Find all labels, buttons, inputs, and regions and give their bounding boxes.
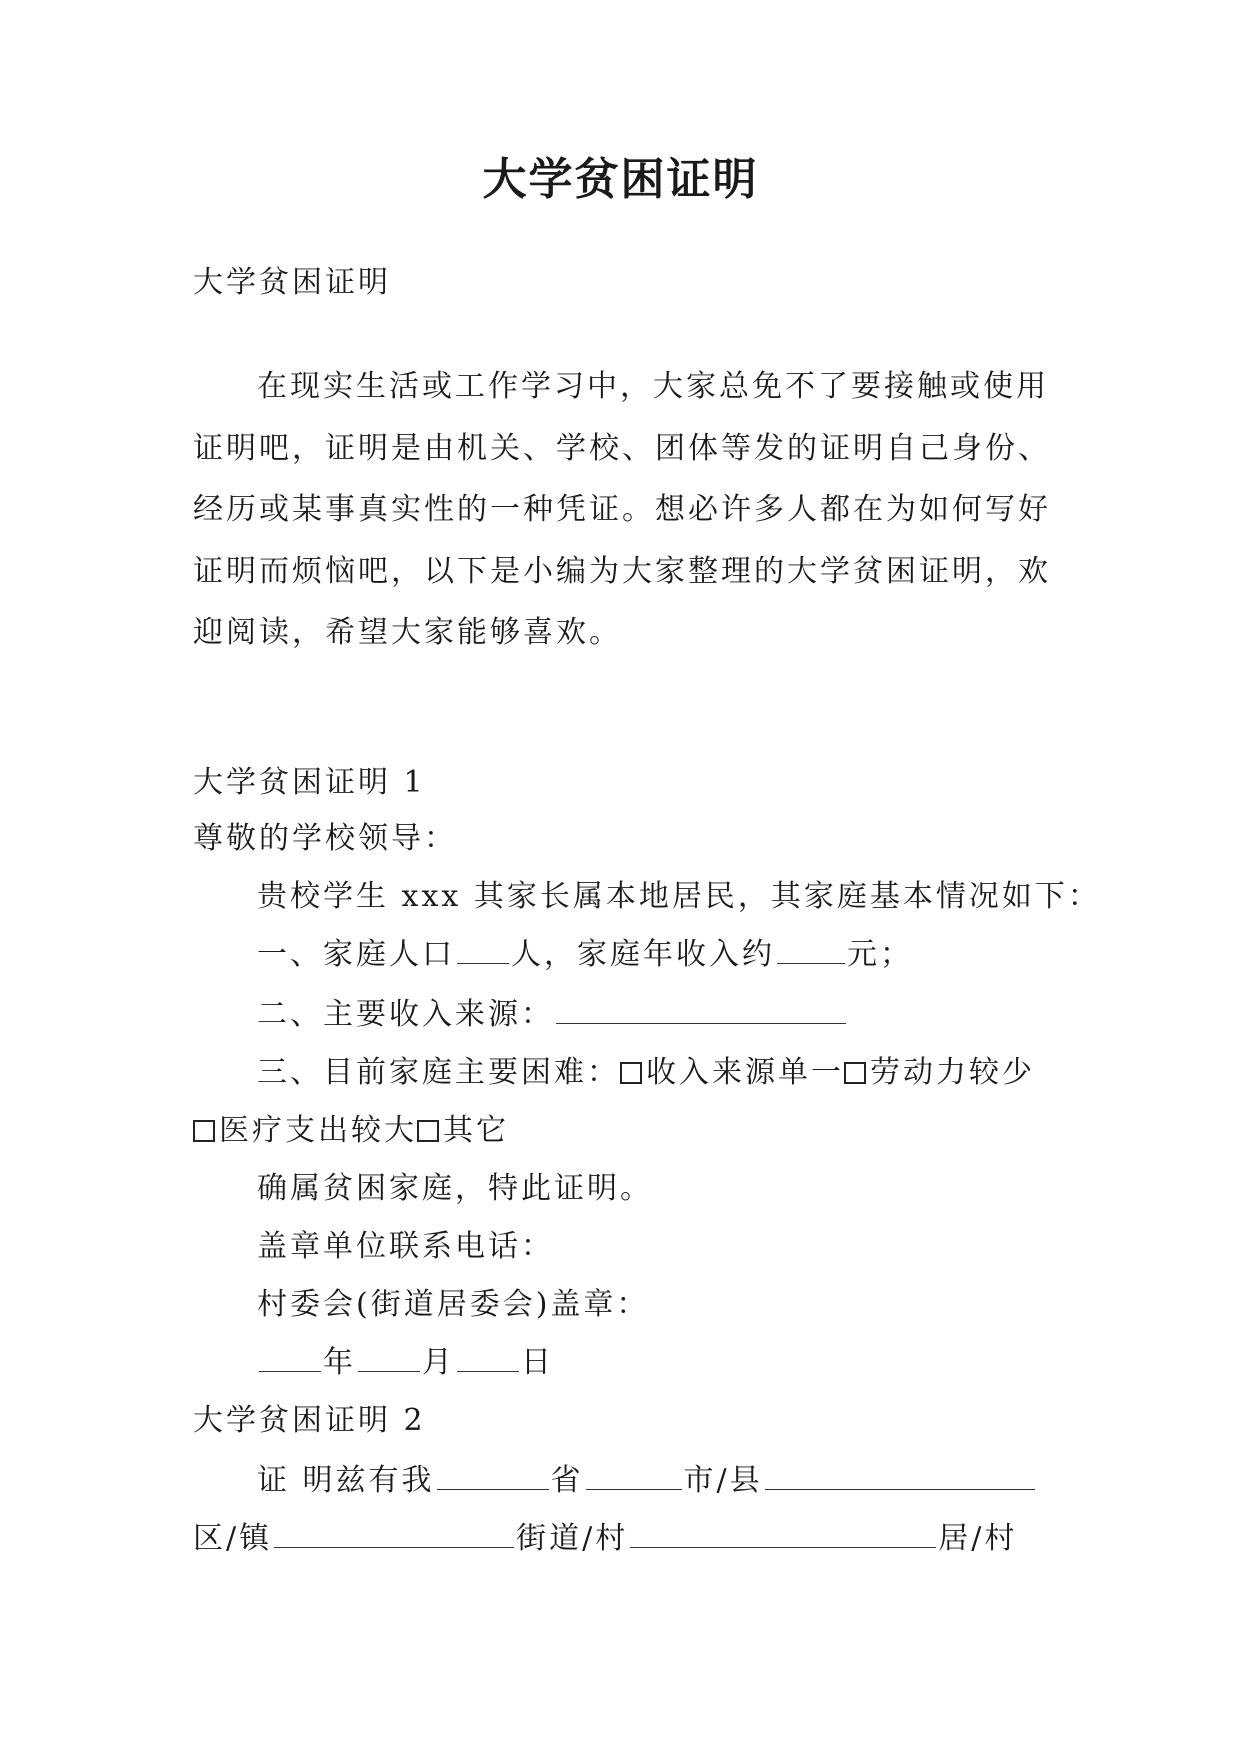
street-blank xyxy=(274,1519,514,1548)
city-label: 市/县 xyxy=(683,1463,763,1498)
confirm-line: 确属贫困家庭，特此证明。 xyxy=(257,1171,653,1206)
checkbox-icon xyxy=(844,1062,866,1084)
option-label: 其它 xyxy=(443,1113,509,1148)
population-blank xyxy=(457,935,509,964)
address-line-1 xyxy=(257,1460,1037,1502)
section1-heading: 大学贫困证明 1 xyxy=(193,765,426,800)
checkbox-icon xyxy=(620,1062,642,1084)
province-label: 省 xyxy=(550,1463,584,1498)
option-label: 劳动力较少 xyxy=(870,1055,1035,1090)
date-line xyxy=(257,1342,554,1384)
document-title: 大学贫困证明 xyxy=(482,154,759,205)
residence-blank xyxy=(630,1519,936,1548)
household-line xyxy=(257,934,913,976)
student-info-line: 贵校学生 xxx 其家长属本地居民，其家庭基本情况如下： xyxy=(257,879,1101,914)
month-label: 月 xyxy=(422,1345,455,1380)
income-source-label: 二、主要收入来源： xyxy=(257,997,554,1032)
household-label: 一、家庭人口 xyxy=(257,937,455,972)
intro-line: 证明而烦恼吧，以下是小编为大家整理的大学贫困证明，欢 xyxy=(193,553,1051,589)
checkbox-icon xyxy=(193,1120,215,1142)
seal-line: 村委会(街道居委会)盖章： xyxy=(257,1287,650,1322)
phone-line: 盖章单位联系电话： xyxy=(257,1229,554,1264)
yuan-label: 元； xyxy=(847,937,913,972)
intro-paragraph xyxy=(193,356,1063,664)
district-blank xyxy=(765,1461,1035,1490)
district-label: 区/镇 xyxy=(193,1521,273,1556)
checkbox-icon xyxy=(417,1120,439,1142)
section2-heading: 大学贫困证明 2 xyxy=(193,1403,426,1438)
day-blank xyxy=(457,1343,519,1372)
year-blank xyxy=(259,1343,321,1372)
difficulty-line-cont xyxy=(193,1110,509,1152)
income-label: 人，家庭年收入约 xyxy=(511,937,775,972)
year-label: 年 xyxy=(323,1345,356,1380)
day-label: 日 xyxy=(521,1345,554,1380)
income-blank xyxy=(777,935,845,964)
month-blank xyxy=(358,1343,420,1372)
residence-label: 居/村 xyxy=(938,1521,1018,1556)
document-subtitle: 大学贫困证明 xyxy=(193,265,391,300)
city-blank xyxy=(586,1461,682,1490)
difficulty-line xyxy=(257,1052,1035,1094)
income-source-line xyxy=(257,994,848,1036)
address-line-2 xyxy=(193,1518,1017,1560)
certify-label: 证 明兹有我 xyxy=(257,1463,435,1498)
income-source-blank xyxy=(556,995,846,1024)
intro-line: 证明吧，证明是由机关、学校、团体等发的证明自己身份、 xyxy=(193,430,1051,466)
salutation: 尊敬的学校领导： xyxy=(193,821,457,856)
province-blank xyxy=(437,1461,549,1490)
intro-line: 经历或某事真实性的一种凭证。想必许多人都在为如何写好 xyxy=(193,492,1051,527)
intro-line: 在现实生活或工作学习中，大家总免不了要接触或使用 xyxy=(257,369,1049,404)
street-label: 街道/村 xyxy=(516,1521,629,1556)
difficulty-label: 三、目前家庭主要困难： xyxy=(257,1055,620,1090)
intro-line: 迎阅读，希望大家能够喜欢。 xyxy=(193,615,622,650)
option-label: 收入来源单一 xyxy=(646,1055,844,1090)
option-label: 医疗支出较大 xyxy=(219,1113,417,1148)
